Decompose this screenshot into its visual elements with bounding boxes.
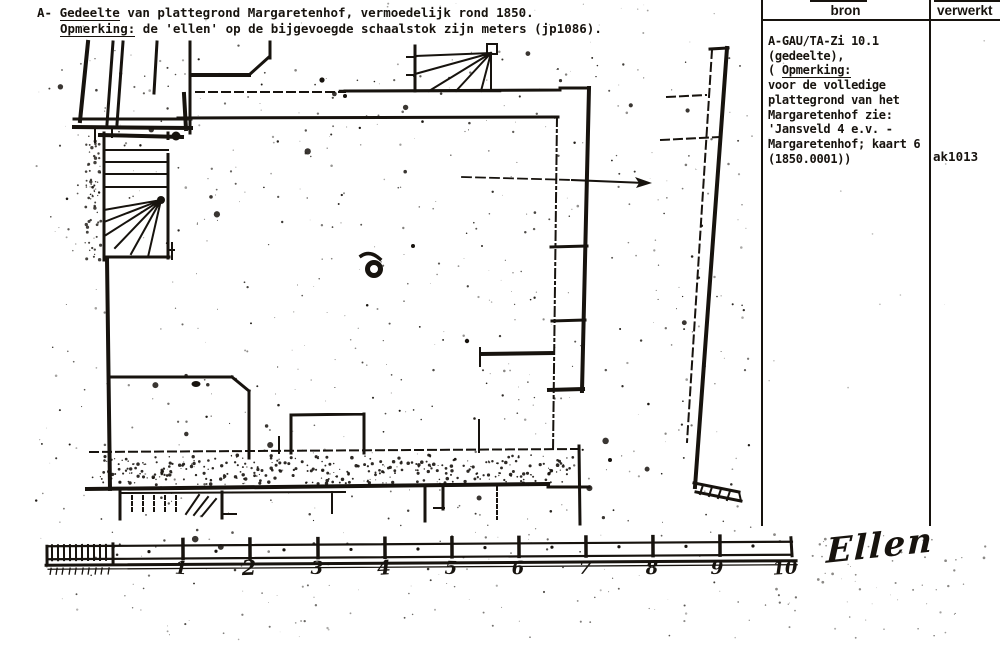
scale-number-4: 4: [376, 556, 392, 581]
column-header-bron: bron: [830, 3, 861, 18]
scale-unit-handwritten: Ellen: [825, 520, 935, 572]
scale-number-9: 9: [710, 557, 724, 580]
caption-line1-text: van plattegrond Margaretenhof, vermoedelijk rond 1850.: [119, 5, 534, 20]
caption-prefix: A-: [37, 5, 60, 20]
bron-line: Margaretenhof; kaart 6: [768, 136, 921, 151]
table-top-border-bron: [810, 0, 867, 2]
scale-number-3: 3: [310, 557, 324, 580]
table-border-left: [761, 0, 763, 526]
scale-number-10: 10: [771, 557, 799, 580]
scale-number-6: 6: [511, 557, 525, 580]
bron-opmerking-label: Opmerking:: [781, 63, 852, 78]
table-header-rule: [761, 19, 1000, 21]
verwerkt-cell-value: ak1013: [933, 149, 979, 164]
caption-underlined-word: Gedeelte: [59, 5, 120, 20]
stair-newel: [157, 196, 165, 204]
scale-number-7: 7: [578, 557, 592, 580]
bron-line: 'Jansveld 4 e.v. -: [768, 122, 893, 137]
scale-number-1: 1: [174, 557, 188, 580]
bron-line: Margaretenhof zie:: [768, 107, 893, 122]
bron-line: A-GAU/TA-Zi 10.1: [768, 34, 879, 48]
scale-number-2: 2: [241, 556, 257, 581]
caption-line-1: [37, 5, 602, 21]
ink-blots: [172, 77, 613, 462]
caption-note: [37, 5, 602, 37]
dashdot-line: [553, 117, 557, 452]
stair-door-gap: [162, 140, 173, 153]
wall-thick: [74, 42, 727, 489]
bron-line: (1850.0001)): [768, 151, 852, 166]
upper-fan-stair: [340, 44, 500, 91]
bron-line: (gedeelte),: [768, 48, 845, 63]
bron-line: plattegrond van het: [768, 92, 900, 107]
bron-line: voor de volledige: [768, 78, 886, 93]
caption-line-2: [60, 21, 602, 37]
scale-number-8: 8: [645, 557, 659, 580]
column-header-verwerkt: verwerkt: [937, 3, 993, 18]
wall-thin: [95, 53, 741, 516]
caption-line2-text: de 'ellen' op de bijgevoegde schaalstok zijn meters (jp1086).: [135, 21, 602, 36]
bron-line: ( Opmerking:: [768, 63, 852, 78]
caption-opmerking-label: Opmerking:: [60, 21, 136, 36]
scale-bar: [46, 536, 797, 575]
scale-number-5: 5: [444, 557, 458, 580]
bron-cell-text: [768, 34, 932, 166]
table-top-border-verwerkt: [934, 0, 1000, 2]
staircase: [104, 150, 168, 257]
